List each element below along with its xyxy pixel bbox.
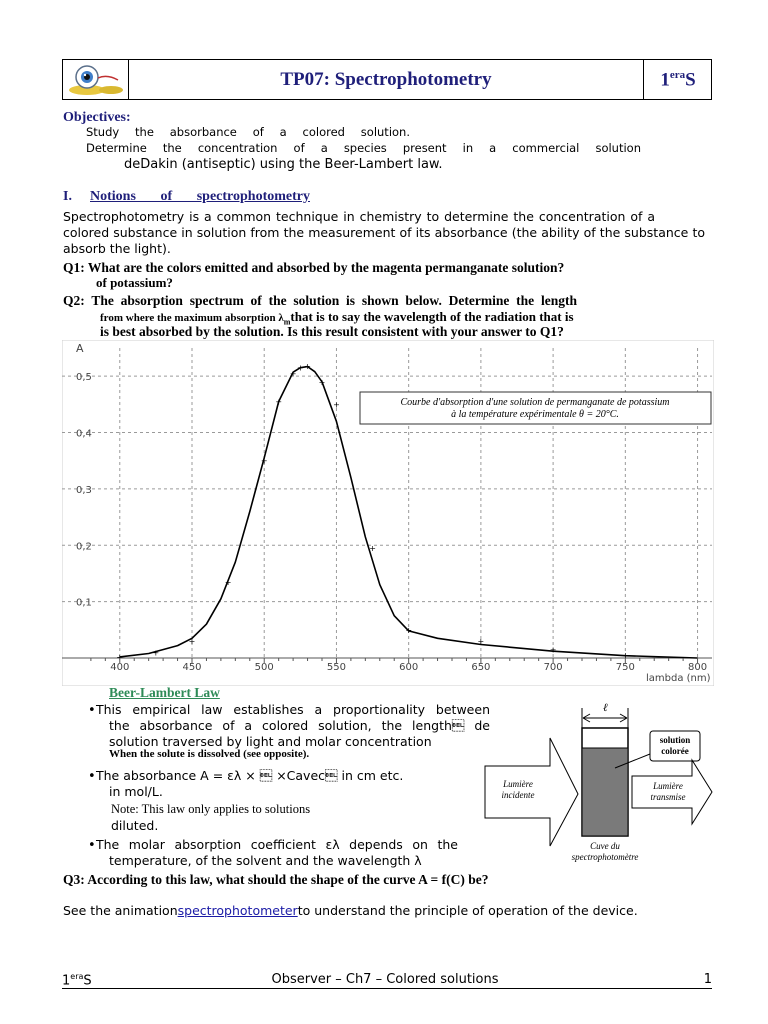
law-note-line-2: diluted. [111, 818, 159, 833]
chart-legend [360, 392, 711, 424]
intro-line-3: absorb the light). [63, 241, 171, 256]
data-point: + [296, 363, 304, 373]
objective-line-2: Determine the concentration of a species present in a commercial solution [86, 141, 641, 155]
x-tick-label: 500 [254, 662, 274, 673]
bullet-2: • [88, 769, 96, 784]
incident-label-1: Lumière [503, 779, 533, 789]
law-note-line-1: Note: This law only applies to solutions [111, 802, 311, 816]
x-tick-label: 800 [688, 662, 708, 673]
bullet-1: • [88, 703, 96, 718]
page-number: 1 [703, 972, 712, 987]
coefficient-line-1: The molar absorption coefficient ελ depends on the [96, 837, 458, 852]
y-tick-label: 0,5 [76, 372, 92, 384]
absorption-spectrum-chart [62, 340, 714, 686]
x-tick-label: 600 [399, 662, 419, 673]
footer-title: Observer – Ch7 – Colored solutions [271, 972, 499, 987]
q1-line-1: Q1: What are the colors emitted and absorbed by the magenta permanganate solution? [63, 260, 565, 275]
data-point: + [188, 637, 196, 647]
logo-cell [63, 60, 129, 99]
legend-line-1: Courbe d'absorption d'une solution de permanganate de potassium [400, 397, 670, 408]
x-axis-label: lambda (nm) [646, 673, 711, 684]
objective-line-3: deDakin (antiseptic) using the Beer-Lambert law. [124, 157, 443, 172]
objectives-heading: Objectives: [63, 110, 131, 125]
y-axis-label: A [76, 342, 84, 355]
coefficient-line-2: temperature, of the solvent and the wavelength λ [109, 853, 422, 868]
spectrophotometer-link[interactable]: spectrophotometer [177, 903, 298, 918]
transmitted-label-1: Lumière [653, 781, 683, 791]
y-tick-label: 0,2 [76, 541, 92, 553]
q2-line-3: is best absorbed by the solution. Is this result consistent with your answer to Q1? [100, 324, 564, 339]
intro-line-1: Spectrophotometry is a common technique in chemistry to determine the concentration of a [63, 209, 655, 224]
eye-logo-icon [63, 60, 127, 99]
q2-line-1: Q2: The absorption spectrum of the solution is shown below. Determine the length [63, 293, 577, 308]
q1-line-2: of potassium? [96, 275, 173, 290]
y-tick-label: 0,1 [76, 597, 92, 609]
cuvette-caption-1: Cuve du [590, 841, 620, 851]
data-point: + [477, 637, 485, 647]
solution-label-2: colorée [661, 746, 689, 756]
beer-lambert-heading: Beer-Lambert Law [109, 685, 220, 700]
x-tick-label: 400 [110, 662, 130, 673]
incident-label-2: incidente [501, 790, 535, 800]
y-tick-label: 0,3 [76, 484, 92, 496]
animation-line: See the animationspectrophotometerto understand the principle of operation of the device. [63, 903, 638, 918]
path-length-symbol: ℓ [603, 702, 608, 714]
data-point: + [549, 645, 557, 655]
header-table [62, 59, 712, 100]
colored-solution [582, 748, 628, 836]
beer-law-note: When the solute is dissolved (see opposite). [109, 748, 310, 760]
data-point: + [152, 648, 160, 658]
y-tick-label: 0,4 [76, 428, 92, 440]
data-point: + [318, 377, 326, 387]
cuvette-diagram [480, 698, 715, 868]
legend-line-2: à la température expérimentale θ = 20°C. [451, 409, 619, 420]
data-point: + [304, 362, 311, 372]
data-point: + [224, 577, 232, 587]
beer-law-line-1: This empirical law establishes a proportionality between [96, 702, 490, 717]
class-label: $1^{era}S$ [660, 69, 696, 91]
x-tick-label: 700 [543, 662, 563, 673]
section-number: I. [63, 189, 72, 204]
beer-law-line-2: the absorbance of a colored solution, the length de [109, 718, 490, 733]
x-tick-label: 450 [182, 662, 202, 673]
objective-line-1: Study the absorbance of a colored solution. [86, 125, 410, 139]
absorbance-units: in mol/L. [109, 784, 163, 799]
absorbance-formula: The absorbance A = ελ ×  ×Cavec in cm etc. [96, 768, 404, 783]
data-point: + [333, 400, 340, 410]
transmitted-label-2: transmise [650, 792, 686, 802]
data-point: + [405, 625, 413, 635]
data-point: + [369, 544, 376, 554]
footer-class: $1^{era}S$ [62, 972, 92, 989]
intro-line-2: colored substance in solution from the measurement of its absorbance (the ability of the substance to [63, 225, 705, 240]
x-tick-label: 750 [615, 662, 635, 673]
data-point: + [116, 652, 124, 662]
data-point: + [275, 397, 283, 407]
solution-label-1: solution [659, 735, 691, 745]
cuvette-caption-2: spectrophotomètre [571, 852, 639, 862]
footer-rule [62, 988, 712, 989]
q3-question: Q3: According to this law, what should the shape of the curve A = f(C) be? [63, 872, 489, 887]
data-point: + [621, 651, 629, 661]
section-title: Notions of spectrophotometry [90, 189, 310, 204]
beer-law-line-3: solution traversed by light and molar concentration [109, 734, 432, 749]
x-tick-label: 550 [326, 662, 346, 673]
data-point: + [260, 456, 268, 466]
page-title: TP07: Spectrophotometry [280, 69, 492, 90]
x-tick-label: 650 [471, 662, 491, 673]
data-point: + [289, 369, 297, 379]
q2-line-2: from where the maximum absorption $\lambda_mthat$ is to say the wavelength of the radiation that is [100, 309, 574, 327]
bullet-3: • [88, 838, 96, 853]
